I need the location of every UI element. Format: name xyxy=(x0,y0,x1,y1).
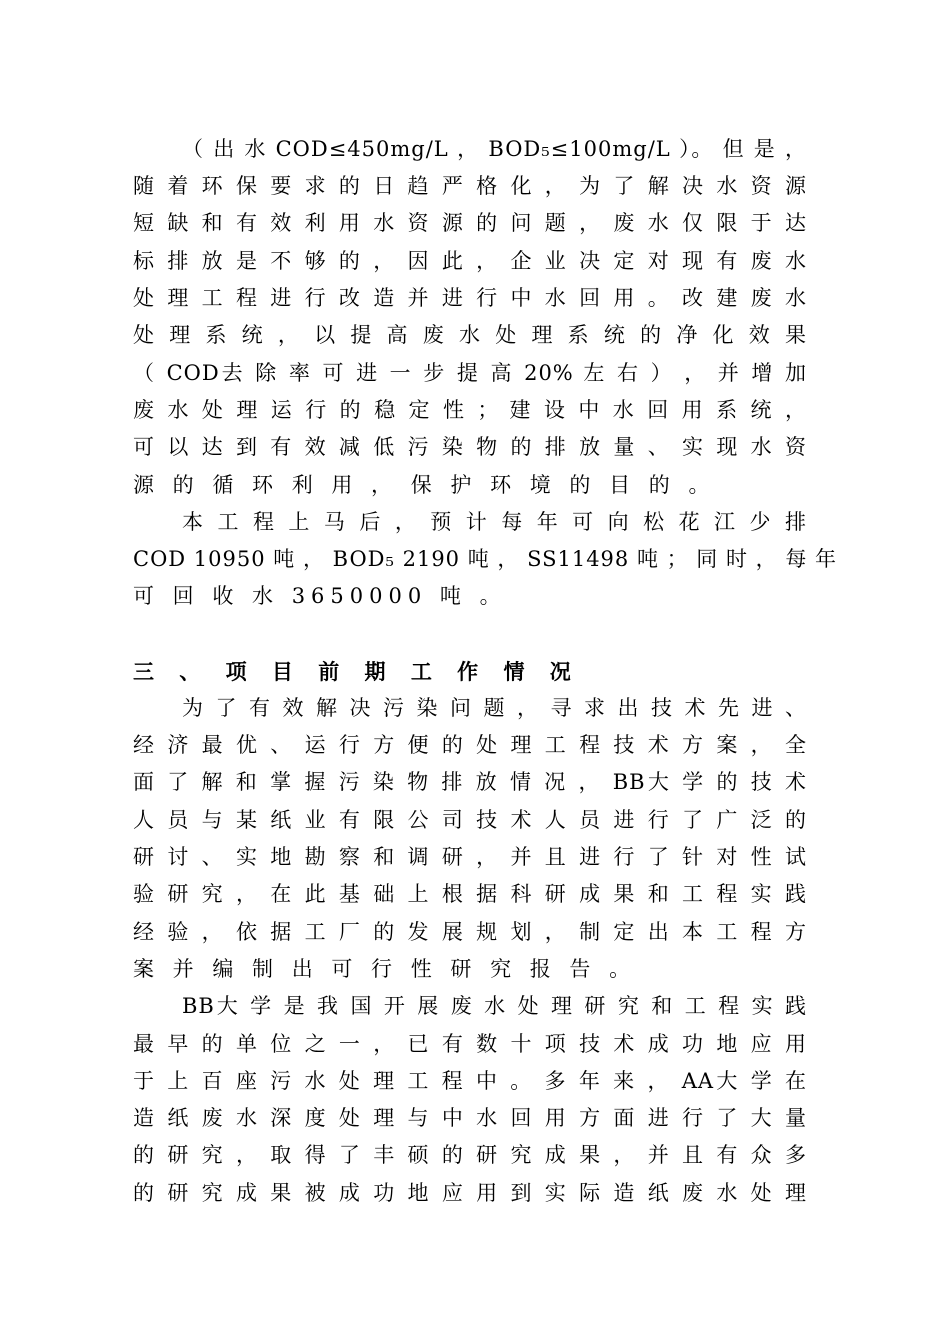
text-line: 经 验 ， 依 据 工 厂 的 发 展 规 划 ， 制 定 出 本 工 程 方 xyxy=(133,920,807,944)
text-line: （ COD去 除 率 可 进 一 步 提 高 20% 左 右 ） ， 并 增 加 xyxy=(133,361,807,385)
text-line: BB大 学 是 我 国 开 展 废 水 处 理 研 究 和 工 程 实 践 xyxy=(182,994,807,1018)
text-line: 造 纸 废 水 深 度 处 理 与 中 水 回 用 方 面 进 行 了 大 量 xyxy=(133,1106,807,1130)
text-line: 的 研 究 成 果 被 成 功 地 应 用 到 实 际 造 纸 废 水 处 理 xyxy=(133,1181,807,1205)
text-line: 可 以 达 到 有 效 减 低 污 染 物 的 排 放 量 、 实 现 水 资 xyxy=(133,435,807,459)
text-line: 为 了 有 效 解 决 污 染 问 题 ， 寻 求 出 技 术 先 进 、 xyxy=(182,696,807,720)
text-line: 本 工 程 上 马 后 ， 预 计 每 年 可 向 松 花 江 少 排 xyxy=(182,510,807,534)
text-line: 案 并 编 制 出 可 行 性 研 究 报 告 。 xyxy=(133,957,637,981)
text-line: 处 理 系 统 ， 以 提 高 废 水 处 理 系 统 的 净 化 效 果 xyxy=(133,323,807,347)
text-line: 最 早 的 单 位 之 一 ， 已 有 数 十 项 技 术 成 功 地 应 用 xyxy=(133,1032,807,1056)
text-line: 验 研 究 ， 在 此 基 础 上 根 据 科 研 成 果 和 工 程 实 践 xyxy=(133,882,807,906)
text-line: 废 水 处 理 运 行 的 稳 定 性 ； 建 设 中 水 回 用 系 统 ， xyxy=(133,398,807,422)
text-line: 人 员 与 某 纸 业 有 限 公 司 技 术 人 员 进 行 了 广 泛 的 xyxy=(133,808,807,832)
text-line: 研 讨 、 实 地 勘 察 和 调 研 ， 并 且 进 行 了 针 对 性 试 xyxy=(133,845,807,869)
text-line: 随 着 环 保 要 求 的 日 趋 严 格 化 ， 为 了 解 决 水 资 源 xyxy=(133,174,807,198)
text-line: 短 缺 和 有 效 利 用 水 资 源 的 问 题 ， 废 水 仅 限 于 达 xyxy=(133,211,807,235)
text-line: COD 10950 吨 ， BOD₅ 2190 吨 ， SS11498 吨 ； 同 时 ， 每 年 xyxy=(133,547,837,571)
text-line: 经 济 最 优 、 运 行 方 便 的 处 理 工 程 技 术 方 案 ， 全 xyxy=(133,733,807,757)
text-line: 于 上 百 座 污 水 处 理 工 程 中 。 多 年 来 ， AA大 学 在 xyxy=(133,1069,807,1093)
text-line: （ 出 水 COD≤450mg/L ， BOD₅≤100mg/L ）。 但 是 ， xyxy=(182,137,807,161)
text-line: 标 排 放 是 不 够 的 ， 因 此 ， 企 业 决 定 对 现 有 废 水 xyxy=(133,249,807,273)
text-line: 面 了 解 和 掌 握 污 染 物 排 放 情 况 ， BB大 学 的 技 术 xyxy=(133,770,807,794)
text-line: 源 的 循 环 利 用 ， 保 护 环 境 的 目 的 。 xyxy=(133,473,716,497)
text-line: 的 研 究 ， 取 得 了 丰 硕 的 研 究 成 果 ， 并 且 有 众 多 xyxy=(133,1143,807,1167)
text-line: 可 回 收 水 3650000 吨 。 xyxy=(133,584,507,608)
text-line: 处 理 工 程 进 行 改 造 并 进 行 中 水 回 用 。 改 建 废 水 xyxy=(133,286,807,310)
section-heading: 三 、 项 目 前 期 工 作 情 况 xyxy=(133,659,580,684)
